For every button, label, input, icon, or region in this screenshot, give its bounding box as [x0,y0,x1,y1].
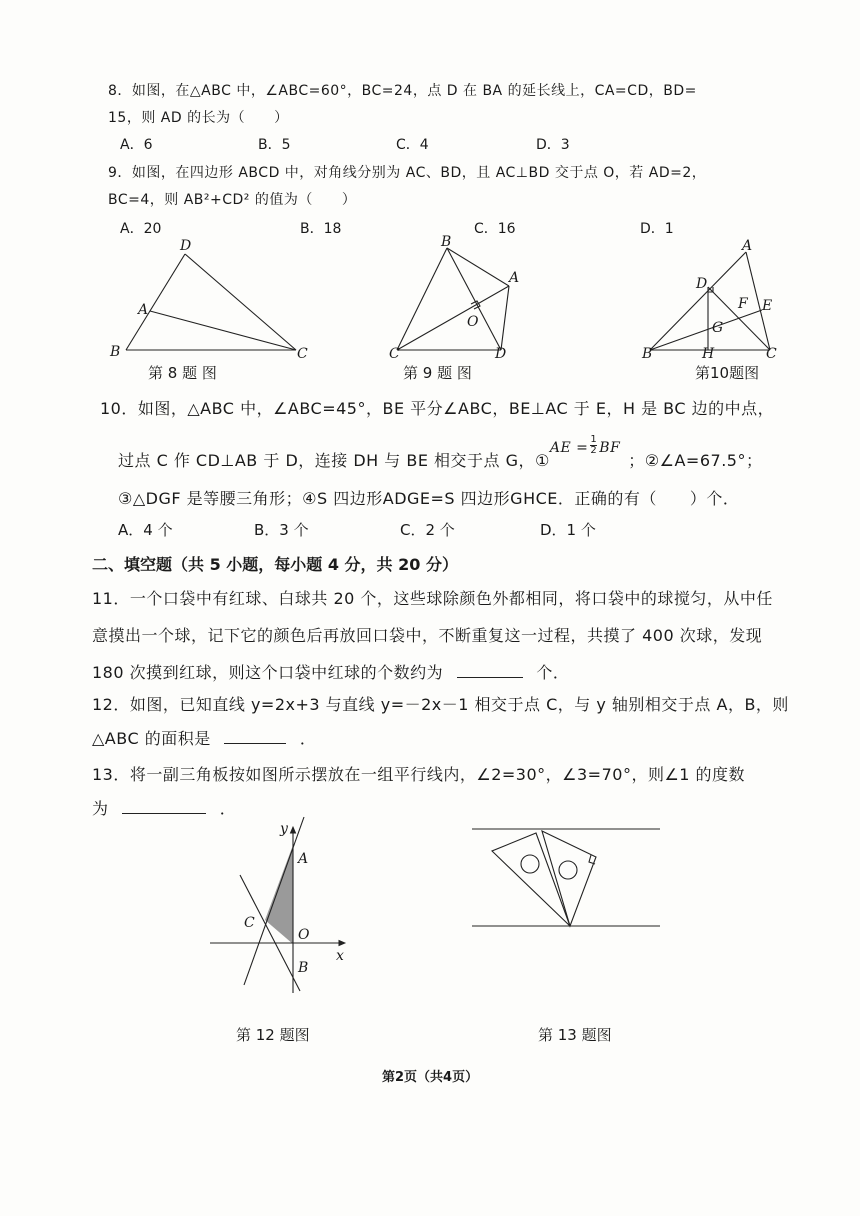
q11-line3-pre: 180 次摸到红球，则这个口袋中红球的个数约为 [92,663,444,682]
q10-bf: BF [599,440,621,456]
q13-line2-post: ． [219,799,237,818]
page-footer: 第2页（共4页） [382,1070,479,1085]
fig12-label-b: B [298,960,309,976]
q9-line2: BC=4，则 AB²+CD² 的值为（ ） [108,192,357,208]
q11-line3 [92,660,569,683]
fig9-label-d: D [495,346,507,362]
q9-line1: 9．如图，在四边形 ABCD 中，对角线分别为 AC、BD，且 AC⊥BD 交于点 O，若 AD=2， [108,165,707,181]
fig8-caption: 第 8 题 图 [148,364,217,382]
fig8-label-d: D [180,238,192,254]
q8-option-d: D．3 [536,137,570,153]
q13-answer-blank[interactable] [122,812,206,814]
q12-line2-post: ． [299,729,317,748]
fig12-caption: 第 12 题图 [236,1026,310,1044]
fig9-label-b: B [441,234,452,250]
fig10-label-d: D [696,276,708,292]
fig12-label-y: y [280,821,288,837]
q10-option-c: C．2 个 [400,521,455,539]
fig10-label-f: F [738,296,748,312]
q8-option-b: B．5 [258,137,291,153]
q12-line1: 12．如图，已知直线 y=2x+3 与直线 y=－2x－1 相交于点 C，与 y 轴别相交于点 A，B，则 [92,695,789,714]
fig13-caption: 第 13 题图 [538,1026,612,1044]
fig12-label-o: O [298,927,310,943]
figure-12 [200,815,360,1000]
fig8-label-c: C [297,346,308,362]
fig12-label-x: x [336,948,344,964]
fig9-label-c: C [389,346,400,362]
fig8-label-b: B [110,344,121,360]
q9-option-c: C．16 [474,221,516,237]
q11-line2: 意摸出一个球，记下它的颜色后再放回口袋中，不断重复这一过程，共摸了 400 次球，发现 [92,626,763,645]
q10-frac-den: 2 [590,445,598,456]
fig10-label-g: G [712,320,724,336]
q10-line1: 10．如图，△ABC 中，∠ABC=45°，BE 平分∠ABC，BE⊥AC 于 E，H 是 BC 边的中点， [100,399,775,418]
q13-line2-pre: 为 [92,799,109,818]
q10-line2-post: ；②∠A=67.5°； [628,451,763,470]
section-2-title: 二、填空题（共 5 小题，每小题 4 分，共 20 分） [92,555,458,574]
q11-line3-post: 个． [536,663,570,682]
q12-answer-blank[interactable] [224,742,286,744]
q10-frac-num: 1 [590,434,598,445]
q8-line2: 15，则 AD 的长为（ ） [108,110,289,126]
q8-line1: 8．如图，在△ABC 中，∠ABC=60°，BC=24，点 D 在 BA 的延长线上，CA=CD，BD= [108,83,697,99]
fig9-label-o: O [467,314,479,330]
q10-line2 [118,434,763,472]
q10-fraction [590,435,597,456]
fig10-caption: 第10题图 [695,364,760,382]
figure-13 [466,815,666,940]
q10-option-b: B．3 个 [254,521,309,539]
fig10-label-b: B [642,346,653,362]
q10-ae: AE = [549,440,589,456]
fig9-caption: 第 9 题 图 [403,364,472,382]
q9-option-b: B．18 [300,221,342,237]
q12-line2 [92,726,316,749]
figure-9 [385,230,535,365]
fig12-label-c: C [244,915,255,931]
fig9-label-a: A [509,270,520,286]
figure-10 [636,230,786,365]
q10-option-d: D．1 个 [540,521,596,539]
q12-line2-pre: △ABC 的面积是 [92,729,211,748]
fig10-label-a: A [742,238,753,254]
fig10-label-h: H [702,346,715,362]
q10-line2-pre: 过点 C 作 CD⊥AB 于 D，连接 DH 与 BE 相交于点 G，① [118,451,550,470]
q9-option-a: A．20 [120,221,162,237]
fig8-label-a: A [138,302,149,318]
q11-answer-blank[interactable] [457,676,523,678]
q10-line3: ③△DGF 是等腰三角形；④S 四边形ADGE=S 四边形GHCE．正确的有（ ）个． [118,489,740,508]
q9-option-d: D．1 [640,221,674,237]
q13-line1: 13．将一副三角板按如图所示摆放在一组平行线内，∠2=30°，∠3=70°，则∠1 的度数 [92,765,746,784]
figure-8 [100,230,320,365]
q11-line1: 11．一个口袋中有红球、白球共 20 个，这些球除颜色外都相同，将口袋中的球搅匀，从中任 [92,589,773,608]
fig12-label-a: A [298,851,309,867]
fig10-label-e: E [762,298,773,314]
q8-option-a: A．6 [120,137,153,153]
fig10-label-c: C [766,346,777,362]
q10-option-a: A．4 个 [118,521,173,539]
q8-option-c: C．4 [396,137,429,153]
